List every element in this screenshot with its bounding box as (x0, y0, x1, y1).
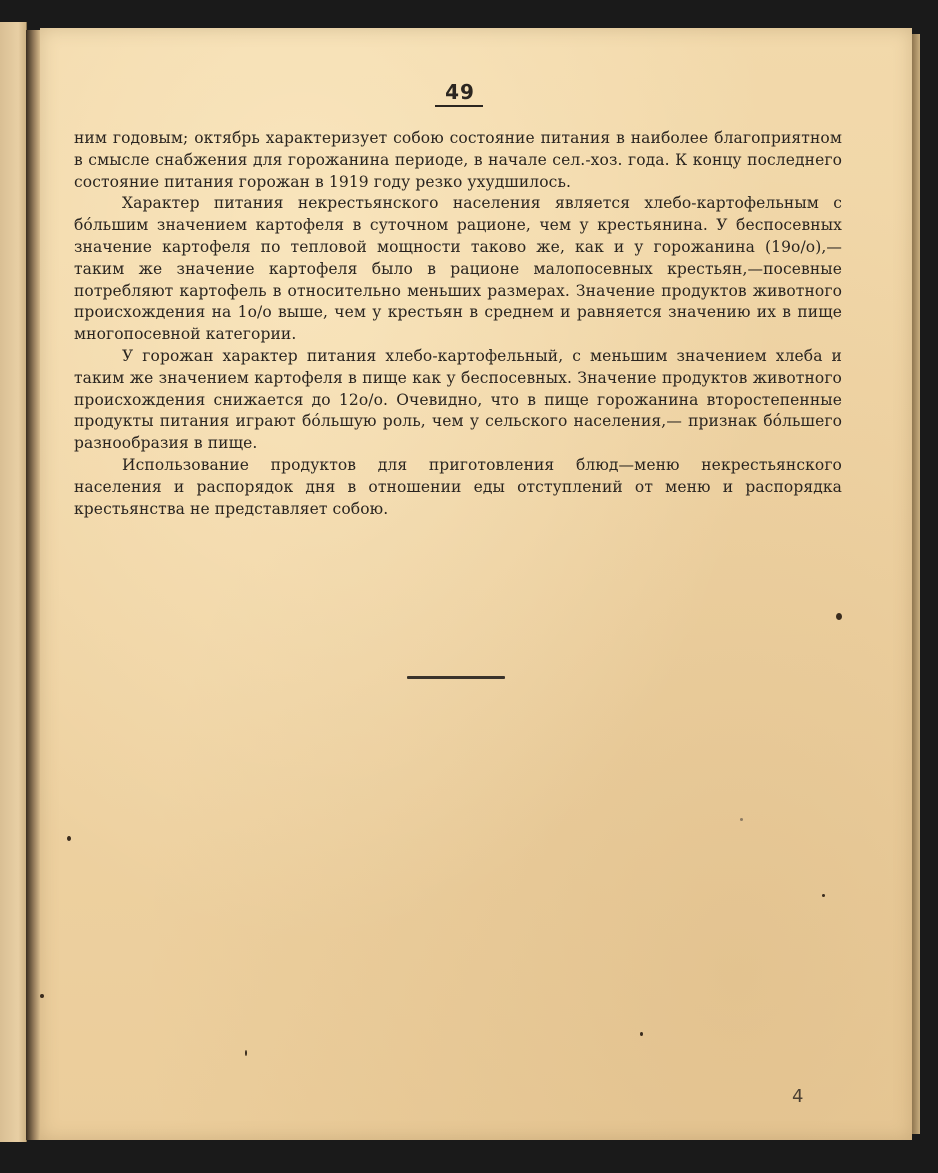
section-end-rule (407, 676, 505, 679)
page-right-edge (912, 34, 920, 1134)
book-gutter (26, 30, 40, 1140)
paragraph-noncrop-population: Характер питания некрестьянского населения является хлебо-картофельным с бо́льшим значением картофеля в суточном рационе, чем у крестьянина. У беспосевных значение картофеля по тепловой мощности таково же, как и у горожанина (19о/о),— таким же значение картофеля было в рационе малопосевных крестьян,—посевные потребляют картофель в относительно меньших размерах. Значение продуктов животного происхождения на 1о/о выше, чем у крестьян в среднем и равняется значению их в пище многопосевной категории. (74, 194, 842, 344)
ink-speck (40, 994, 44, 998)
ink-speck (836, 613, 842, 620)
paragraph-townspeople: У горожан характер питания хлебо-картофельный, с меньшим значением хлеба и таким же значением картофеля в пище как у беспосевных. Значение продуктов животного происхождения снижается до 12о/о. Очевидно, что в пище горожанина второстепенные продукты питания играют бо́льшую роль, чем у сельского населения,— признак бо́льшего разнообразия в пище. (74, 346, 842, 453)
corner-mark: 4 (792, 1086, 804, 1107)
previous-page-edge (0, 22, 27, 1142)
ink-speck (822, 894, 825, 897)
body-text (74, 128, 842, 520)
paragraph-continuation: ним годовым; октябрь характеризует собою состояние питания в наиболее благоприятном в смысле снабжения для горожанина периоде, в начале сел.-хоз. года. К концу последнего состояние питания горожан в 1919 году резко ухудшилось. (74, 129, 842, 191)
ink-speck (67, 836, 71, 841)
ink-speck (740, 818, 743, 821)
ink-speck (640, 1032, 643, 1036)
page-number-underline (435, 105, 483, 107)
ink-speck (245, 1050, 247, 1056)
paragraph-menu-and-schedule: Использование продуктов для приготовления блюд—меню некрестьянского населения и распорядок дня в отношении еды отступлений от меню и распорядка крестьянства не представляет собою. (74, 455, 842, 518)
document-page (40, 28, 912, 1140)
page-number: 49 (445, 80, 475, 104)
